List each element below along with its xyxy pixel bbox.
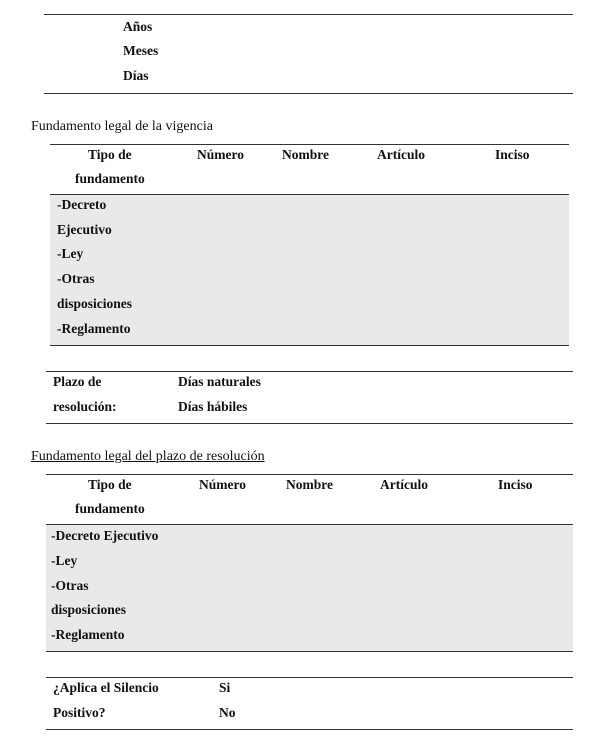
section2-header-inciso: Inciso bbox=[498, 477, 533, 492]
section2-bottom-rule bbox=[46, 651, 573, 652]
section1-header-inciso: Inciso bbox=[495, 147, 530, 162]
section1-header-nombre: Nombre bbox=[282, 147, 329, 162]
silencio-label: ¿Aplica el Silencio bbox=[53, 680, 159, 695]
section1-row: -Reglamento bbox=[57, 321, 131, 336]
unit-days: Días bbox=[123, 68, 149, 83]
section1-row: disposiciones bbox=[57, 296, 133, 311]
section2-header-tipo-2: fundamento bbox=[75, 501, 145, 516]
plazo-label-2: resolución: bbox=[53, 399, 117, 414]
section1-top-rule bbox=[50, 144, 569, 145]
plazo-option-naturales: Días naturales bbox=[178, 374, 261, 389]
section2-row: -Decreto Ejecutivo bbox=[51, 528, 159, 543]
plazo-bottom-rule bbox=[46, 423, 573, 424]
plazo-option-habiles: Días hábiles bbox=[178, 399, 248, 414]
section1-header-tipo: Tipo de bbox=[88, 147, 132, 162]
section2-top-rule bbox=[46, 474, 573, 475]
vigencia-bottom-rule bbox=[44, 93, 573, 94]
section2-row: -Otras bbox=[51, 578, 89, 593]
section1-header-articulo: Artículo bbox=[377, 147, 425, 162]
unit-years: Años bbox=[123, 19, 153, 34]
section1-header-numero: Número bbox=[197, 147, 244, 162]
section1-row: Ejecutivo bbox=[57, 222, 112, 237]
section2-title: Fundamento legal del plazo de resolución bbox=[31, 449, 265, 464]
silencio-label-2: Positivo? bbox=[53, 705, 106, 720]
section1-row: -Otras bbox=[57, 271, 95, 286]
plazo-top-rule bbox=[46, 371, 573, 372]
section1-bottom-rule bbox=[50, 345, 569, 346]
silencio-option-si: Si bbox=[219, 680, 231, 695]
section2-row: disposiciones bbox=[51, 602, 127, 617]
section2-header-nombre: Nombre bbox=[286, 477, 333, 492]
silencio-option-no: No bbox=[219, 705, 236, 720]
unit-months: Meses bbox=[123, 43, 159, 58]
section2-header-numero: Número bbox=[199, 477, 246, 492]
section2-header-articulo: Artículo bbox=[380, 477, 428, 492]
plazo-label: Plazo de bbox=[53, 374, 102, 389]
silencio-top-rule bbox=[46, 677, 573, 678]
section2-row: -Reglamento bbox=[51, 627, 125, 642]
top-rule bbox=[44, 14, 573, 15]
section2-row: -Ley bbox=[51, 553, 78, 568]
section1-row: -Ley bbox=[57, 246, 84, 261]
section1-header-tipo-2: fundamento bbox=[75, 171, 145, 186]
section1-title: Fundamento legal de la vigencia bbox=[31, 119, 213, 134]
silencio-bottom-rule bbox=[46, 729, 573, 730]
section1-row: -Decreto bbox=[57, 197, 107, 212]
section2-header-tipo: Tipo de bbox=[88, 477, 132, 492]
